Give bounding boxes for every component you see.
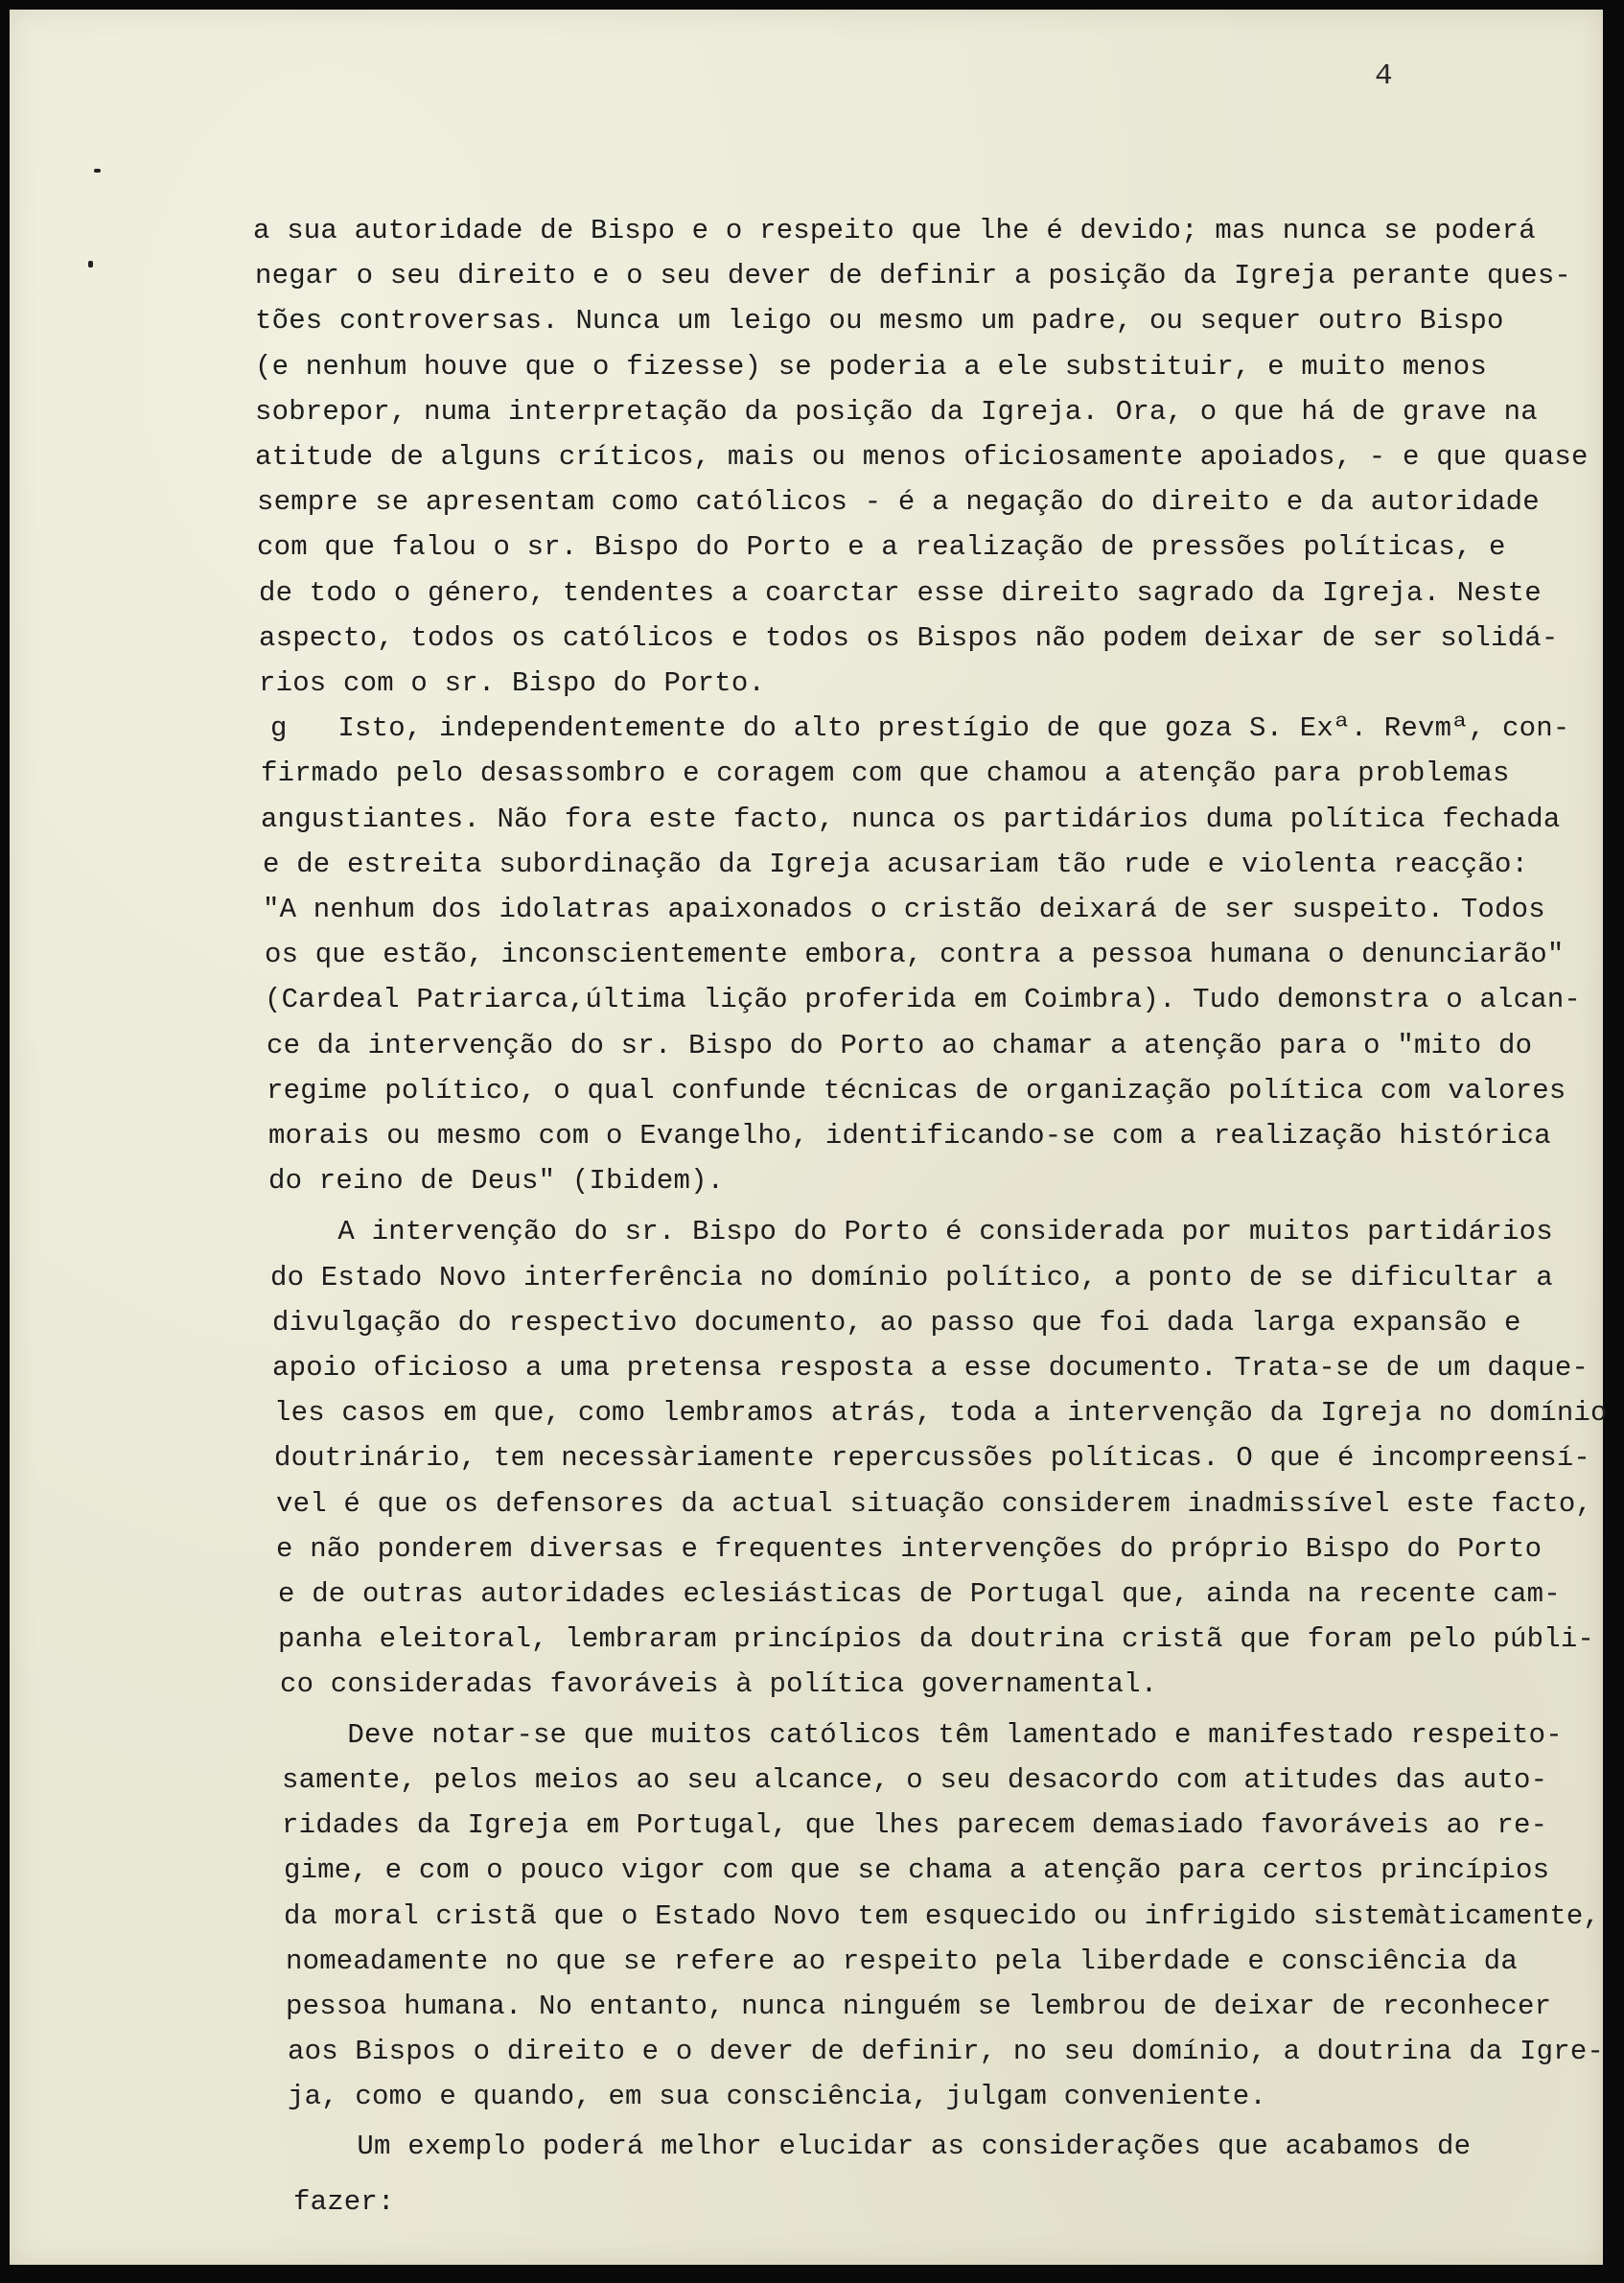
typewritten-page (10, 10, 1608, 2265)
text-line: ridades da Igreja em Portugal, que lhes parecem demasiado favoráveis ao re- (282, 1809, 1548, 1841)
text-line: regime político, o qual confunde técnicas de organização política com valores (267, 1075, 1566, 1107)
text-line: tões controversas. Nunca um leigo ou mesmo um padre, ou sequer outro Bispo (255, 305, 1504, 337)
text-line: apoio oficioso a uma pretensa resposta a esse documento. Trata-se de um daque- (272, 1352, 1589, 1384)
text-line: divulgação do respectivo documento, ao passo que foi dada larga expansão e (272, 1307, 1521, 1339)
text-line: nomeadamente no que se refere ao respeito pela liberdade e consciência da (286, 1945, 1519, 1977)
text-line: aos Bispos o direito e o dever de definir, no seu domínio, a doutrina da Igre- (288, 2036, 1605, 2067)
text-line: panha eleitoral, lembraram princípios da doutrina cristã que foram pelo públi- (278, 1623, 1595, 1655)
text-line: sempre se apresentam como católicos - é a negação do direito e da autoridade (257, 486, 1540, 518)
text-line: (e nenhum houve que o fizesse) se poderia a ele substituir, e muito menos (255, 351, 1488, 383)
text-line: doutrinário, tem necessàriamente repercussões políticas. O que é incompreensí- (274, 1442, 1591, 1474)
text-line: sobrepor, numa interpretação da posição da Igreja. Ora, o que há de grave na (255, 396, 1538, 428)
text-line: e não ponderem diversas e frequentes intervenções do próprio Bispo do Porto (276, 1533, 1543, 1565)
text-line: aspecto, todos os católicos e todos os Bispos não podem deixar de ser solidá- (259, 622, 1559, 654)
text-line: vel é que os defensores da actual situação considerem inadmissível este facto, (276, 1488, 1593, 1520)
text-line: negar o seu direito e o seu dever de definir a posição da Igreja perante ques- (255, 260, 1572, 291)
text-line: e de outras autoridades eclesiásticas de Portugal que, ainda na recente cam- (278, 1578, 1561, 1610)
text-line: gime, e com o pouco vigor com que se chama a atenção para certos princípios (284, 1854, 1550, 1886)
text-line: ja, como e quando, em sua consciência, julgam conveniente. (288, 2081, 1266, 2112)
text-line: Um exemplo poderá melhor elucidar as considerações que acabamos de (290, 2131, 1472, 2162)
text-line: A intervenção do sr. Bispo do Porto é considerada por muitos partidários (270, 1216, 1553, 1247)
text-line: com que falou o sr. Bispo do Porto e a realização de pressões políticas, e (257, 531, 1506, 563)
text-line: os que estão, inconscientemente embora, contra a pessoa humana o denunciarão" (265, 939, 1565, 970)
text-line: "A nenhum dos idolatras apaixonados o cristão deixará de ser suspeito. Todos (263, 894, 1545, 925)
text-line: pessoa humana. No entanto, nunca ninguém se lembrou de deixar de reconhecer (286, 1991, 1552, 2022)
text-line: ce da intervenção do sr. Bispo do Porto ao chamar a atenção para o "mito do (267, 1030, 1533, 1061)
text-line: do reino de Deus" (Ibidem). (268, 1165, 725, 1197)
page-number: 4 (1375, 59, 1393, 93)
text-line: atitude de alguns críticos, mais ou menos oficiosamente apoiados, - e que quase (255, 441, 1589, 473)
text-line: co consideradas favoráveis à política governamental. (280, 1668, 1158, 1700)
text-line: fazer: (293, 2186, 395, 2218)
body-text (10, 10, 1608, 2265)
text-line: angustiantes. Não fora este facto, nunca os partidários duma política fechada (261, 804, 1561, 835)
text-line: Deve notar-se que muitos católicos têm lamentado e manifestado respeito- (280, 1719, 1563, 1751)
text-line: les casos em que, como lembramos atrás, toda a intervenção da Igreja no domínio (274, 1397, 1608, 1429)
text-line: firmado pelo desassombro e coragem com que chamou a atenção para problemas (261, 757, 1510, 789)
text-line: e de estreita subordinação da Igreja acusariam tão rude e violenta reacção: (263, 849, 1529, 880)
text-line: de todo o género, tendentes a coarctar esse direito sagrado da Igreja. Neste (259, 577, 1542, 609)
text-line: (Cardeal Patriarca,última lição proferida em Coimbra). Tudo demonstra o alcan- (265, 984, 1582, 1015)
text-line: rios com o sr. Bispo do Porto. (259, 667, 766, 699)
text-line: morais ou mesmo com o Evangelho, identificando-se com a realização histórica (268, 1120, 1551, 1152)
text-line: do Estado Novo interferência no domínio político, a ponto de se dificultar a (270, 1262, 1553, 1293)
text-line: g Isto, independentemente do alto prestígio de que goza S. Exª. Revmª, con- (270, 712, 1570, 744)
text-line: samente, pelos meios ao seu alcance, o seu desacordo com atitudes das auto- (282, 1764, 1548, 1796)
text-line: a sua autoridade de Bispo e o respeito que lhe é devido; mas nunca se poderá (253, 215, 1536, 246)
text-line: da moral cristã que o Estado Novo tem esquecido ou infrigido sistemàticamente, (284, 1900, 1601, 1932)
